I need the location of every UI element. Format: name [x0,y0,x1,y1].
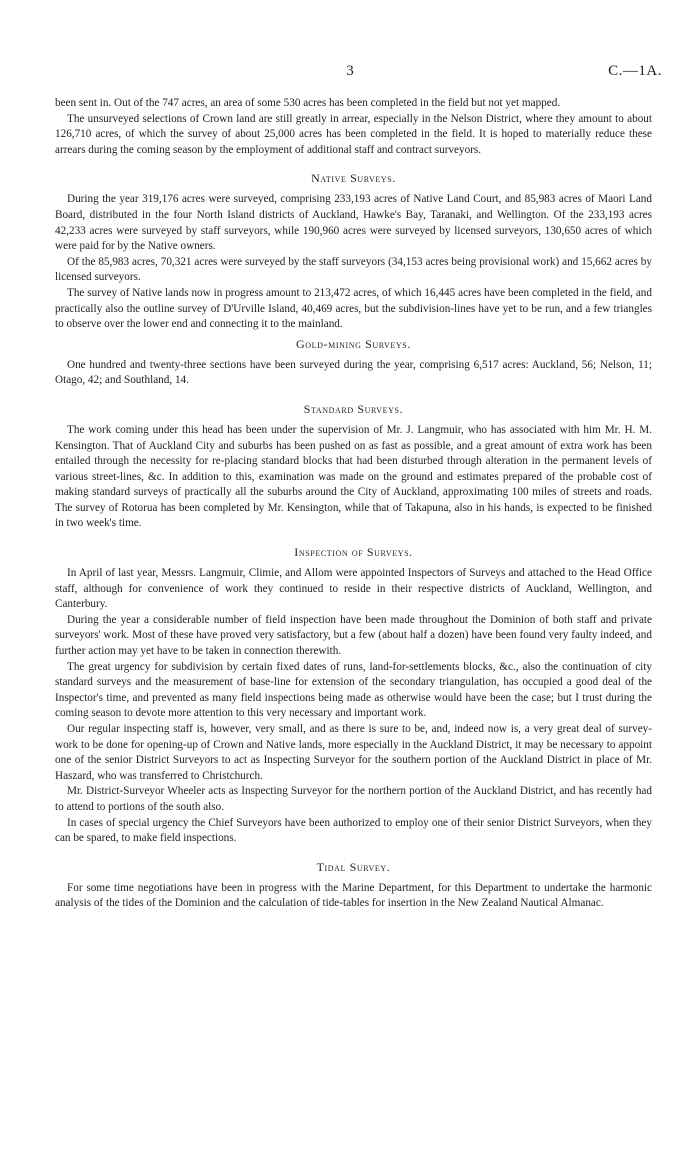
paragraph: Of the 85,983 acres, 70,321 acres were surveyed by the staff surveyors (34,153 acres being provisional work) and 15,662 acres by licensed surveyors. [55,255,652,284]
section-heading: Gold-mining Surveys. [296,336,411,351]
paragraph: The unsurveyed selections of Crown land are still greatly in arrear, especially in the Nelson District, where they amount to about 126,710 acres, of which the survey of about 25,000 acres has been completed in the field. It is hoped to materially reduce these arrears during the coming season by the employment of additional staff and contract surveyors. [55,112,652,156]
paragraph: The great urgency for subdivision by certain fixed dates of runs, land-for-settlements blocks, &c., also the continuation of city standard surveys and the measurement of base-line for extension of the secondary triangulation, has occupied a good deal of the Inspector's time, and prevented as many field inspections being made as otherwise would have been the case; but I trust during the coming season to devote more attention to this very necessary and important work. [55,660,652,720]
section-heading: Standard Surveys. [303,401,404,416]
paragraph: In April of last year, Messrs. Langmuir, Climie, and Allom were appointed Inspectors of Surveys and attached to the Head Office staff, although for convenience of work they continued to reside in their respective districts of Auckland, Wellington, and Canterbury. [55,567,652,611]
paragraph: For some time negotiations have been in progress with the Marine Department, for this Department to undertake the harmonic analysis of the tides of the Dominion and the calculation of tide-tables for insertion in the New Zealand Nautical Almanac. [55,881,652,910]
section-heading: Inspection of Surveys. [294,545,413,560]
paragraph: In cases of special urgency the Chief Surveyors have been authorized to employ one of their senior District Surveyors, when they can be spared, to make field inspections. [55,816,652,845]
paragraph: Mr. District-Surveyor Wheeler acts as Inspecting Surveyor for the northern portion of the Auckland District, and has recently had to attend to portions of the south also. [55,785,652,813]
paragraph: The work coming under this head has been under the supervision of Mr. J. Langmuir, who has associated with him Mr. H. M. Kensington. That of Auckland City and suburbs has been pushed on as fast as possible, and a great amount of extra work has been entailed through the necessity for re-placing standard blocks that had been disturbed through alteration in the permanent levels of various street-lines, &c. In addition to this, examination was made on the ground and estimates prepared of the probable cost of making standard surveys of practically all the suburbs around the City of Auckland, approximating 100 miles of streets and roads. The survey of Rotorua has been completed by Mr. Kensington, while that of Takapuna, also in his hands, is expected to be finished in two week's time. [55,423,652,530]
paragraph: During the year a considerable number of field inspection have been made throughout the Dominion of both staff and private surveyors' work. Most of these have proved very satisfactory, but a few (about half a dozen) have been found very faulty indeed, and further action may yet have to be taken in connection therewith. [55,613,652,658]
section-heading: Tidal Survey. [316,859,391,874]
paragraph: One hundred and twenty-three sections have been surveyed during the year, comprising 6,517 acres: Auckland, 56; Nelson, 11; Otago, 42; and Southland, 14. [55,358,652,387]
section-standard-surveys [55,402,652,532]
body-text [55,96,652,912]
section-native-surveys [55,171,652,332]
document-reference: C.—1A. [608,63,662,79]
paragraph: During the year 319,176 acres were surveyed, comprising 233,193 acres of Native Land Court, and 85,983 acres of Maori Land Board, distributed in the four North Island districts of Auckland, Hawke's Bay, Taranaki, and Wellington. Of the 233,193 acres 42,233 acres were surveyed by staff surveyors, while 190,960 acres were surveyed by licensed surveyors, 130,650 acres of which were paid for by the Native owners. [55,193,652,253]
paragraph: Our regular inspecting staff is, however, very small, and as there is sure to be, and, indeed now is, a very great deal of survey-work to be done for opening-up of Crown and Native lands, more especially in the Auckland District, it may be necessary to appoint one of the senior District Surveyors to act as Inspecting Surveyor for the southern portion of the Auckland District in place of Mr. Haszard, who was transferred to Christchurch. [55,723,652,782]
section-intro [55,96,652,158]
section-heading: Native Surveys. [311,171,396,186]
paragraph: been sent in. Out of the 747 acres, an area of some 530 acres has been completed in the field but not yet mapped. [55,97,561,109]
section-gold-mining-surveys [55,337,652,389]
section-inspection-of-surveys [55,545,652,847]
paragraph: The survey of Native lands now in progress amount to 213,472 acres, of which 16,445 acres have been completed in the field, and practically also the outline survey of D'Urville Island, 40,469 acres, but the subdivision-lines have yet to be run, and a few triangles to observe over the lower end and connecting it to the mainland. [55,286,652,331]
page-number: 3 [346,63,354,79]
section-tidal-survey [55,860,652,912]
